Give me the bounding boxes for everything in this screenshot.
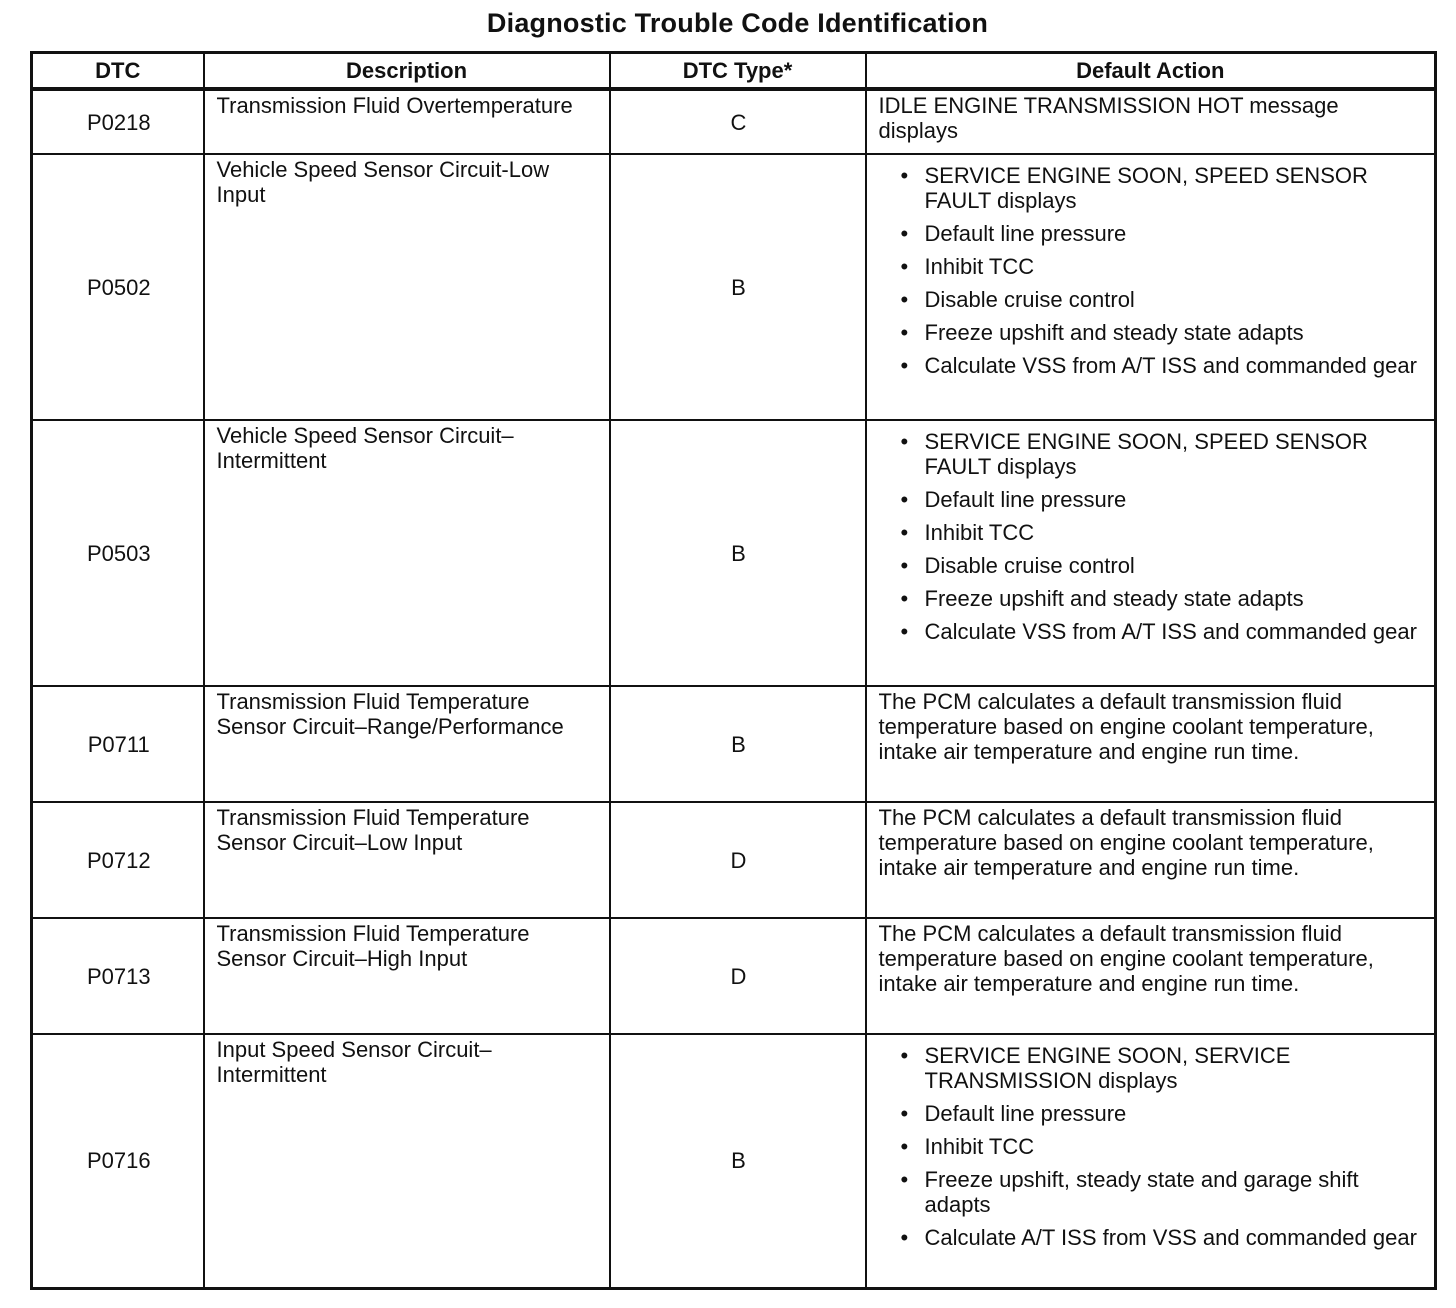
dtc-code: P0503: [32, 420, 204, 686]
action-item: • Freeze upshift and steady state adapts: [879, 586, 1425, 611]
dtc-description: Vehicle Speed Sensor Circuit-Low Input: [204, 154, 610, 420]
dtc-type: B: [610, 686, 866, 802]
column-header-description: Description: [204, 53, 610, 90]
action-item: • SERVICE ENGINE SOON, SERVICE TRANSMISSION displays: [879, 1043, 1425, 1093]
action-list: [879, 429, 1425, 644]
default-action: The PCM calculates a default transmission fluid temperature based on engine coolant temperature, intake air temperature and engine run time.: [866, 686, 1436, 802]
action-item: • Inhibit TCC: [879, 254, 1425, 279]
table-row: [32, 1034, 1436, 1288]
table-row: [32, 89, 1436, 154]
table-header-row: [32, 53, 1436, 90]
dtc-code: P0711: [32, 686, 204, 802]
action-list: [879, 163, 1425, 378]
action-item: • SERVICE ENGINE SOON, SPEED SENSOR FAULT displays: [879, 163, 1425, 213]
dtc-type: B: [610, 420, 866, 686]
dtc-type: D: [610, 802, 866, 918]
column-header-default-action: Default Action: [866, 53, 1436, 90]
action-item: • Disable cruise control: [879, 553, 1425, 578]
default-action: [866, 154, 1436, 420]
action-item: • Default line pressure: [879, 221, 1425, 246]
action-item: • Inhibit TCC: [879, 1134, 1425, 1159]
dtc-type: C: [610, 89, 866, 154]
dtc-code: P0218: [32, 89, 204, 154]
default-action: [866, 1034, 1436, 1288]
dtc-code: P0502: [32, 154, 204, 420]
dtc-type: B: [610, 154, 866, 420]
action-item: • Calculate VSS from A/T ISS and commanded gear: [879, 353, 1425, 378]
action-list: [879, 1043, 1425, 1250]
table-row: [32, 420, 1436, 686]
action-item: • Default line pressure: [879, 1101, 1425, 1126]
action-item: • Default line pressure: [879, 487, 1425, 512]
dtc-description: Input Speed Sensor Circuit–Intermittent: [204, 1034, 610, 1288]
default-action: IDLE ENGINE TRANSMISSION HOT message displays: [866, 89, 1436, 154]
action-item: • Inhibit TCC: [879, 520, 1425, 545]
action-item: • Disable cruise control: [879, 287, 1425, 312]
action-item: • SERVICE ENGINE SOON, SPEED SENSOR FAULT displays: [879, 429, 1425, 479]
dtc-type: D: [610, 918, 866, 1034]
dtc-code: P0713: [32, 918, 204, 1034]
dtc-description: Transmission Fluid Temperature Sensor Circuit–Low Input: [204, 802, 610, 918]
dtc-description: Vehicle Speed Sensor Circuit–Intermittent: [204, 420, 610, 686]
table-row: [32, 918, 1436, 1034]
action-item: • Freeze upshift, steady state and garage shift adapts: [879, 1167, 1425, 1217]
action-item: • Calculate VSS from A/T ISS and commanded gear: [879, 619, 1425, 644]
dtc-code: P0712: [32, 802, 204, 918]
action-item: • Freeze upshift and steady state adapts: [879, 320, 1425, 345]
dtc-description: Transmission Fluid Temperature Sensor Circuit–High Input: [204, 918, 610, 1034]
action-item: • Calculate A/T ISS from VSS and commanded gear: [879, 1225, 1425, 1250]
page-title: Diagnostic Trouble Code Identification: [486, 8, 989, 38]
table-row: [32, 686, 1436, 802]
default-action: The PCM calculates a default transmission fluid temperature based on engine coolant temperature, intake air temperature and engine run time.: [866, 918, 1436, 1034]
dtc-code: P0716: [32, 1034, 204, 1288]
table-row: [32, 802, 1436, 918]
default-action: [866, 420, 1436, 686]
dtc-description: Transmission Fluid Overtemperature: [204, 89, 610, 154]
table-row: [32, 154, 1436, 420]
column-header-dtc: DTC: [32, 53, 204, 90]
dtc-table: [30, 51, 1437, 1290]
dtc-type: B: [610, 1034, 866, 1288]
dtc-description: Transmission Fluid Temperature Sensor Circuit–Range/Performance: [204, 686, 610, 802]
column-header-dtc-type: DTC Type*: [610, 53, 866, 90]
default-action: The PCM calculates a default transmission fluid temperature based on engine coolant temperature, intake air temperature and engine run time.: [866, 802, 1436, 918]
